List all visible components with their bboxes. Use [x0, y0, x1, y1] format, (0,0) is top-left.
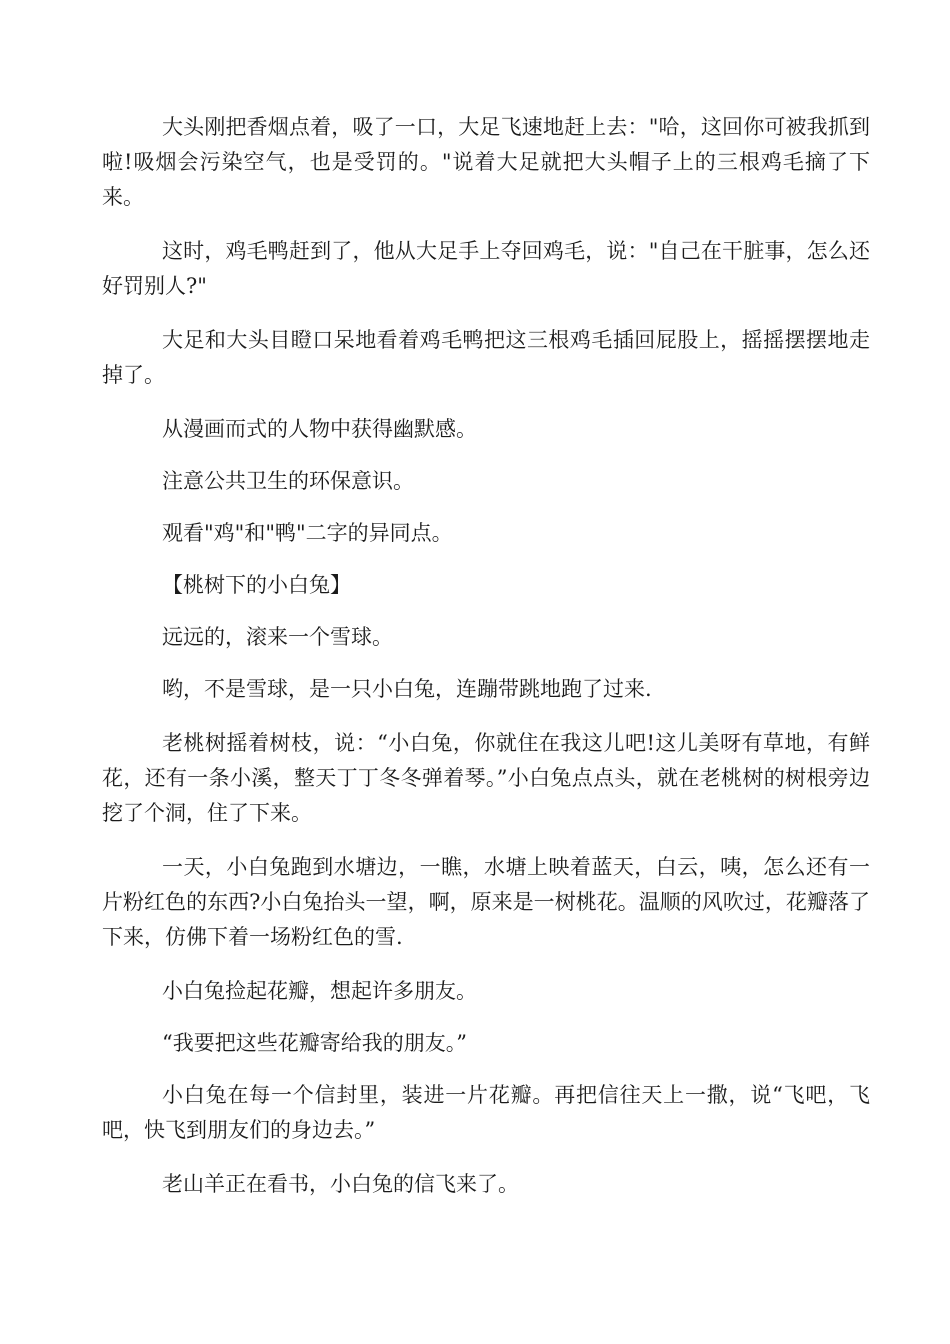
- paragraph-note-humor: 从漫画而式的人物中获得幽默感。: [162, 417, 477, 441]
- paragraph-peach-tree-invites: 老桃树摇着树枝，说：“小白兔，你就住在我这儿吧!这儿美呀有草地，有鲜花，还有一条小溪，整天丁丁冬冬弹着琴。”小白兔点点头，就在老桃树的树根旁边挖了个洞，住了下来。: [102, 731, 870, 825]
- paragraph-duck-leaves: 大足和大头目瞪口呆地看着鸡毛鸭把这三根鸡毛插回屁股上，摇摇摆摆地走掉了。: [102, 328, 870, 387]
- paragraph-old-goat: 老山羊正在看书，小白兔的信飞来了。: [162, 1172, 519, 1196]
- paragraph-snowball: 远远的，滚来一个雪球。: [162, 625, 393, 649]
- paragraph-letters-fly: 小白兔在每一个信封里，装进一片花瓣。再把信往天上一撒，说“飞吧，飞吧，快飞到朋友们的身边去。”: [102, 1083, 870, 1142]
- story-heading: 【桃树下的小白兔】: [162, 573, 351, 597]
- paragraph-smoking: 大头刚把香烟点着，吸了一口，大足飞速地赶上去："哈，这回你可被我抓到啦!吸烟会污染空气，也是受罚的。"说着大足就把大头帽子上的三根鸡毛摘了下来。: [102, 115, 870, 209]
- paragraph-quote-send: “我要把这些花瓣寄给我的朋友。”: [162, 1031, 467, 1055]
- paragraph-petals-fall: 一天，小白兔跑到水塘边，一瞧，水塘上映着蓝天，白云，咦，怎么还有一片粉红色的东西?小白兔抬头一望，啊，原来是一树桃花。温顺的风吹过，花瓣落了下来，仿佛下着一场粉红色的雪.: [102, 855, 870, 949]
- paragraph-picks-petals: 小白兔捡起花瓣，想起许多朋友。: [162, 979, 477, 1003]
- paragraph-rabbit-arrives: 哟，不是雪球，是一只小白兔，连蹦带跳地跑了过来.: [162, 677, 652, 701]
- paragraph-note-environment: 注意公共卫生的环保意识。: [162, 469, 414, 493]
- paragraph-note-characters: 观看"鸡"和"鸭"二字的异同点。: [162, 521, 453, 545]
- paragraph-duck-returns: 这时，鸡毛鸭赶到了，他从大足手上夺回鸡毛，说："自己在干脏事，怎么还好罚别人?": [102, 239, 870, 298]
